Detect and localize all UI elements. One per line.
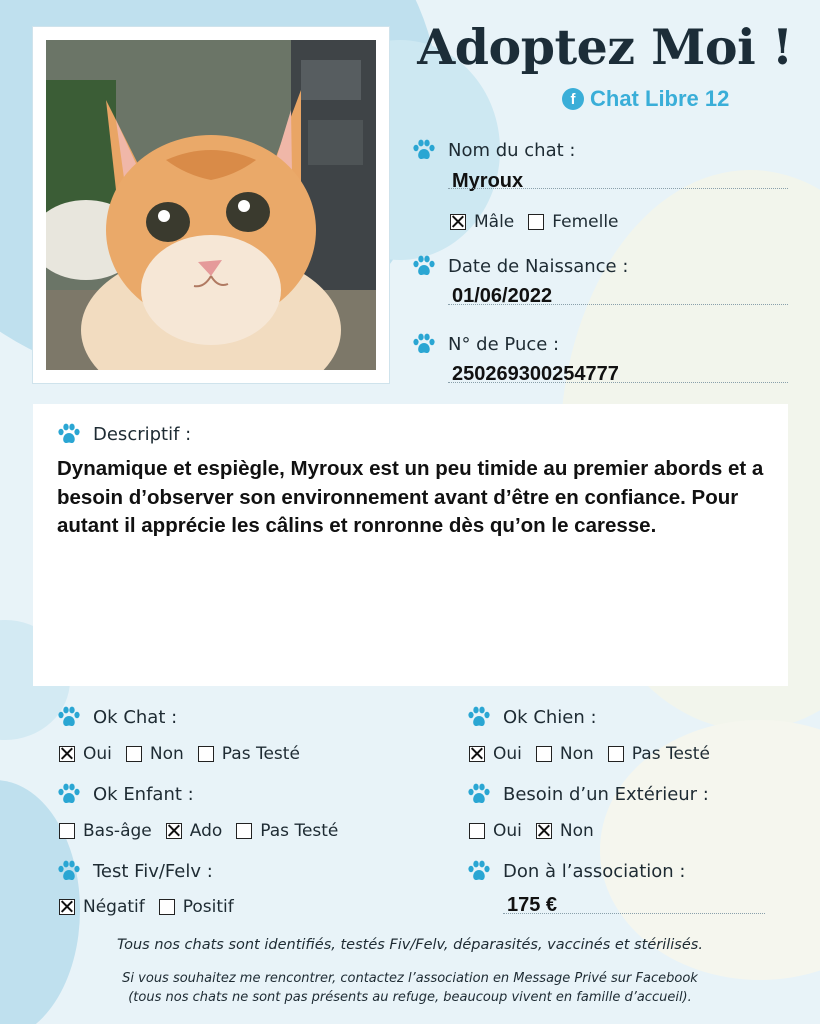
checkbox[interactable] — [166, 823, 182, 839]
test-fiv-option-positif[interactable]: Positif — [159, 897, 234, 917]
facebook-page-link — [562, 86, 729, 112]
sex-option-male[interactable]: Mâle — [450, 212, 514, 232]
test-fiv-label: Test Fiv/Felv : — [57, 860, 213, 882]
footer-notice: Tous nos chats sont identifiés, testés Fiv/Felv, déparasités, vaccinés et stérilisés. — [117, 937, 703, 953]
paw-icon — [412, 139, 436, 161]
ok-chat-label: Ok Chat : — [57, 706, 177, 728]
exterieur-option-non[interactable]: Non — [536, 821, 594, 841]
ok-enfant-label: Ok Enfant : — [57, 783, 194, 805]
description-box — [33, 404, 788, 686]
cat-name-value: Myroux — [452, 170, 524, 192]
male-checkbox[interactable] — [450, 214, 466, 230]
paw-icon — [57, 706, 81, 728]
don-underline — [503, 913, 765, 914]
ok-chien-option-oui[interactable]: Oui — [469, 744, 522, 764]
checkbox[interactable] — [469, 746, 485, 762]
sex-option-female[interactable]: Femelle — [528, 212, 618, 232]
ok-enfant-option-pas-teste[interactable]: Pas Testé — [236, 821, 338, 841]
ok-chat-option-pas-teste[interactable]: Pas Testé — [198, 744, 300, 764]
birth-date-value: 01/06/2022 — [452, 285, 553, 307]
chip-underline — [448, 382, 788, 383]
test-fiv-options — [59, 897, 248, 917]
facebook-icon: f — [562, 88, 584, 110]
checkbox[interactable] — [469, 823, 485, 839]
description-text: Dynamique et espiègle, Myroux est un peu timide au premier abords et a besoin d’observer son environnement avant d’être en confiance. Pour autant il apprécie les câlins et ronronne dès qu’on le caresse. — [57, 457, 764, 537]
checkbox[interactable] — [126, 746, 142, 762]
footer-foster-line: (tous nos chats ne sont pas présents au refuge, beaucoup vivent en famille d’accueil). — [128, 990, 692, 1005]
footer-contact-line: Si vous souhaitez me rencontrer, contactez l’association en Message Privé sur Facebook — [122, 971, 698, 986]
paw-icon — [467, 706, 491, 728]
page-title: Adoptez Moi ! — [417, 18, 793, 76]
name-underline — [448, 188, 788, 189]
checkbox[interactable] — [536, 823, 552, 839]
female-checkbox[interactable] — [528, 214, 544, 230]
ok-chien-option-pas-teste[interactable]: Pas Testé — [608, 744, 710, 764]
checkbox[interactable] — [536, 746, 552, 762]
paw-icon — [412, 255, 436, 277]
sex-selector — [450, 212, 633, 232]
exterieur-option-oui[interactable]: Oui — [469, 821, 522, 841]
footer-contact — [0, 969, 820, 1007]
exterieur-options — [469, 821, 608, 841]
ok-chien-options — [469, 744, 724, 764]
ok-enfant-options — [59, 821, 352, 841]
chip-number-value: 250269300254777 — [452, 363, 619, 385]
ok-chien-label: Ok Chien : — [467, 706, 597, 728]
checkbox[interactable] — [159, 899, 175, 915]
don-value: 175 € — [507, 894, 558, 916]
checkbox[interactable] — [236, 823, 252, 839]
orange-kitten-photo — [46, 40, 376, 370]
checkbox[interactable] — [59, 746, 75, 762]
ok-chien-option-non[interactable]: Non — [536, 744, 594, 764]
paw-icon — [467, 860, 491, 882]
facebook-page-name: Chat Libre 12 — [590, 86, 730, 111]
checkbox[interactable] — [59, 823, 75, 839]
description-label: Descriptif : — [57, 423, 191, 445]
name-field-label: Nom du chat : — [412, 139, 575, 161]
paw-icon — [467, 783, 491, 805]
ok-chat-options — [59, 744, 314, 764]
photo-frame — [33, 27, 389, 383]
checkbox[interactable] — [608, 746, 624, 762]
paw-icon — [57, 783, 81, 805]
birth-field-label: Date de Naissance : — [412, 255, 628, 277]
ok-enfant-option-bas-age[interactable]: Bas-âge — [59, 821, 152, 841]
kitten-illustration — [46, 40, 376, 370]
exterieur-label: Besoin d’un Extérieur : — [467, 783, 709, 805]
paw-icon — [57, 860, 81, 882]
checkbox[interactable] — [59, 899, 75, 915]
ok-enfant-option-ado[interactable]: Ado — [166, 821, 223, 841]
birth-underline — [448, 304, 788, 305]
chip-field-label: N° de Puce : — [412, 333, 559, 355]
checkbox[interactable] — [198, 746, 214, 762]
ok-chat-option-non[interactable]: Non — [126, 744, 184, 764]
paw-icon — [412, 333, 436, 355]
don-label: Don à l’association : — [467, 860, 685, 882]
paw-icon — [57, 423, 81, 445]
ok-chat-option-oui[interactable]: Oui — [59, 744, 112, 764]
test-fiv-option-negatif[interactable]: Négatif — [59, 897, 145, 917]
